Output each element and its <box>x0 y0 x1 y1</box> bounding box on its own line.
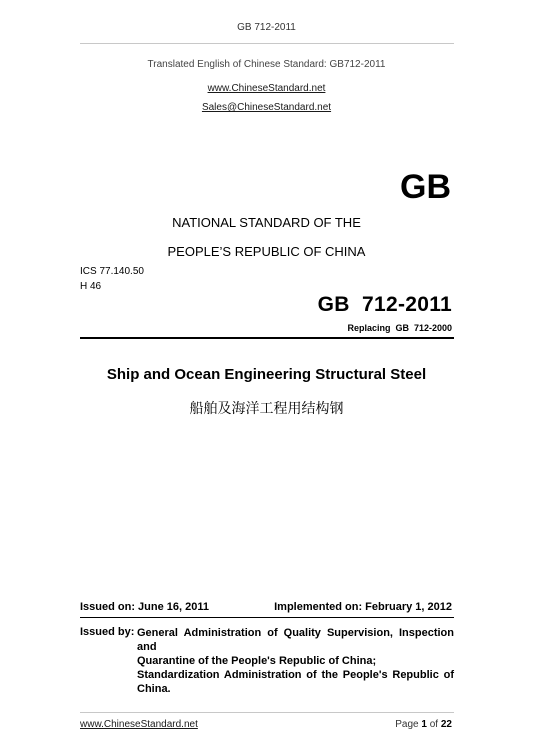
issued-on-date: Issued on: June 16, 2011 <box>80 601 210 613</box>
replacing-note <box>347 323 452 333</box>
national-standard-line2: PEOPLE’S REPUBLIC OF CHINA <box>167 244 366 259</box>
standard-code-text: GB 712-2011 <box>317 293 452 316</box>
issued-by-label: Issued by: <box>80 626 135 638</box>
website-link-row <box>0 78 533 96</box>
website-link[interactable]: www.ChineseStandard.net <box>207 83 326 94</box>
email-link[interactable]: Sales@ChineseStandard.net <box>201 102 332 113</box>
issuer-line: Standardization Administration of the People's Republic of <box>137 669 454 681</box>
cover-rule <box>80 337 454 339</box>
footer-divider <box>80 712 454 713</box>
issuer-line: General Administration of Quality Supervision, Inspection and <box>137 627 454 653</box>
standard-code <box>318 293 452 317</box>
footer-website-link[interactable]: www.ChineseStandard.net <box>80 719 198 730</box>
translation-note: Translated English of Chinese Standard: GB712-2011 <box>147 59 386 70</box>
classification-code: H 46 <box>80 281 102 292</box>
email-link-row <box>0 97 533 115</box>
implemented-on-date: Implemented on: February 1, 2012 <box>274 601 452 613</box>
header-divider <box>80 43 454 44</box>
title-english: Ship and Ocean Engineering Structural Steel <box>106 366 427 383</box>
page-word: Page <box>395 719 419 730</box>
footer-link-row <box>80 719 198 730</box>
national-standard-line1: NATIONAL STANDARD OF THE <box>172 215 361 230</box>
page-current: 1 <box>421 719 427 730</box>
dates-rule <box>80 617 454 618</box>
issued-by-text <box>137 626 454 696</box>
issuer-line: Quarantine of the People's Republic of China; <box>137 655 377 667</box>
page-of: of <box>429 719 439 730</box>
title-chinese: 船舶及海洋工程用结构钢 <box>189 401 344 417</box>
replacing-text: Replacing GB 712-2000 <box>347 323 452 333</box>
gb-logo-text: GB <box>400 168 451 206</box>
page-number <box>395 719 452 730</box>
ics-code: ICS 77.140.50 <box>80 266 144 277</box>
issuer-line: China. <box>137 683 171 695</box>
running-header-title: GB 712-2011 <box>237 22 296 33</box>
page-total: 22 <box>440 719 452 730</box>
